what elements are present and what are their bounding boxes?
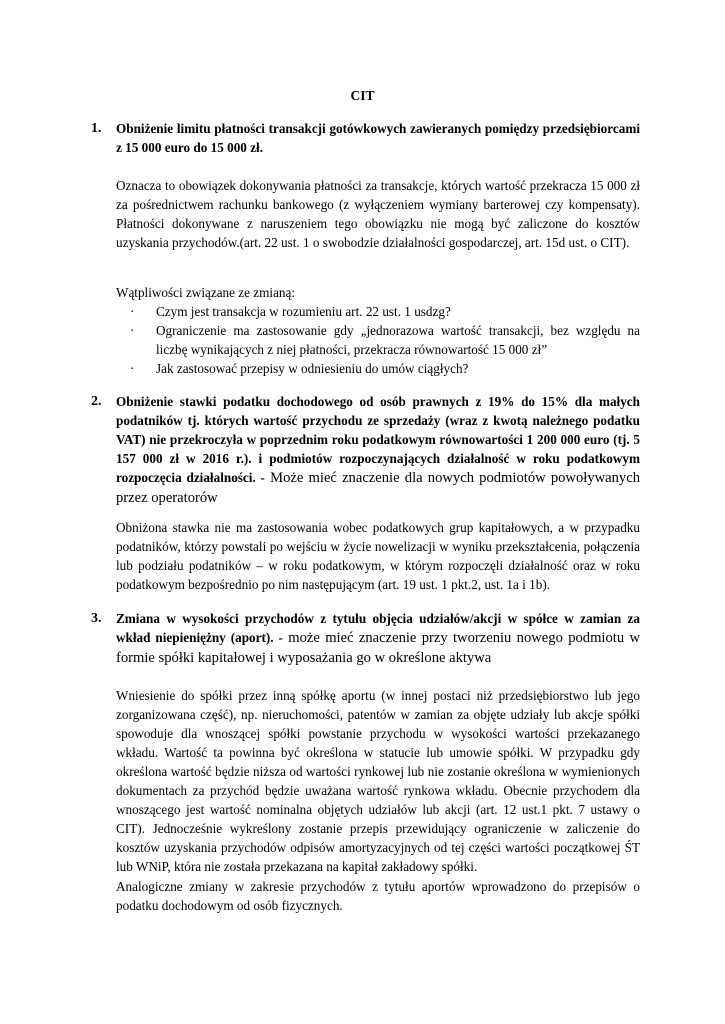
bullet-marker: ·: [130, 323, 135, 338]
page-title: CIT: [350, 88, 375, 103]
section-3-paragraph-2: Analogiczne zmiany w zakresie przychodów z tytułu aportów wprowadzono do przepisów o podatku dochodowym od osób fizycznych.: [116, 879, 640, 913]
section-2-number: 2.: [91, 394, 102, 409]
section-3-number: 3.: [91, 611, 102, 626]
section-2-heading: Obniżenie stawki podatku dochodowego od osób prawnych z 19% do 15% dla małych podatników tj. których wartość przychodu ze sprzedaży (wraz z kwotą należnego podatku VAT) nie przekroczyła w poprzednim roku podatkowym równowartości 1 200 000 euro (tj. 5 157 000 zł w 2016 r.). i podmiotów rozpoczynających działalność w roku podatkowym rozpoczęcia działalności. -: [116, 394, 640, 485]
list-item: [130, 359, 640, 378]
section-1-bullet-list: [130, 302, 640, 378]
section-1-doubts-label: Wątpliwości związane ze zmianą:: [116, 285, 296, 300]
bullet-marker: ·: [130, 361, 135, 376]
bullet-marker: ·: [130, 304, 135, 319]
bullet-text: Jak zastosować przepisy w odniesieniu do umów ciągłych?: [156, 361, 469, 376]
section-3-note: może mieć znaczenie przy tworzeniu nowego podmiotu w formie spółki kapitałowej i wyposażania go w określone aktywa: [116, 630, 640, 666]
section-1-paragraph: Oznacza to obowiązek dokonywania płatności za transakcje, których wartość przekracza 15 000 zł za pośrednictwem rachunku bankowego (z wyłączeniem wymiany barterowej czy kompensaty). Płatności dokonywane z naruszeniem tego obowiązku nie mogą być zaliczone do kosztów uzyskania przychodów.(art. 22 ust. 1 o swobodzie działalności gospodarczej, art. 15d ust. o CIT).: [116, 178, 640, 250]
list-item: [130, 302, 640, 321]
bullet-text: Czym jest transakcja w rozumieniu art. 22 ust. 1 usdzg?: [156, 304, 451, 319]
section-3-paragraph: Wniesienie do spółki przez inną spółkę aportu (w innej postaci niż przedsiębiorstwo lub jego zorganizowana część), np. nieruchomości, patentów w zamian za objęte udziały lub akcje spółki spowoduje dla wnoszącej spółki powstanie przychodu w wysokości wartości przekazanego wkładu. Wartość ta powinna być określona w statucie lub umowie spółki. W przypadku gdy określona wartość będzie niższa od wartości rynkowej lub nie zostanie określona w wymienionych dokumentach za przychód będzie uważana wartość rynkowa wkładu. Obecnie przychodem dla wnoszącego jest wartość nominalna objętych udziałów lub akcji (art. 12 ust.1 pkt. 7 ustawy o CIT). Jednocześnie wykreślony zostanie przepis przewidujący ograniczenie w zaliczenie do kosztów uzyskania przychodów odpisów amortyzacyjnych od tej części wartości początkowej ŚT lub WNiP, która nie została przekazana na kapitał zakładowy spółki.: [116, 688, 640, 874]
list-item: [130, 321, 640, 359]
section-3-heading-block: [116, 609, 640, 668]
section-2-paragraph: Obniżona stawka nie ma zastosowania wobec podatkowych grup kapitałowych, a w przypadku podatników, którzy powstali po wejściu w życie nowelizacji w wyniku przekształcenia, połączenia lub podziału podatników – w roku podatkowym, w którym rozpoczęli działalność oraz w roku podatkowym bezpośrednio po nim następującym (art. 19 ust. 1 pkt.2, ust. 1a i 1b).: [116, 520, 640, 592]
section-1-heading: Obniżenie limitu płatności transakcji gotówkowych zawieranych pomiędzy przedsiębiorcami z 15 000 euro do 15 000 zł.: [116, 121, 640, 155]
section-2-heading-block: [116, 392, 640, 508]
bullet-text: Ograniczenie ma zastosowanie gdy „jednorazowa wartość transakcji, bez względu na liczbę wynikających z niej płatności, przekracza równowartość 15 000 zł”: [156, 323, 640, 357]
section-2-note: Może mieć znaczenie dla nowych podmiotów powoływanych przez operatorów: [116, 470, 640, 506]
section-1-number: 1.: [91, 121, 102, 136]
section-3-heading: Zmiana w wysokości przychodów z tytułu objęcia udziałów/akcji w spółce w zamian za wkład niepieniężny (aport). -: [116, 611, 640, 645]
